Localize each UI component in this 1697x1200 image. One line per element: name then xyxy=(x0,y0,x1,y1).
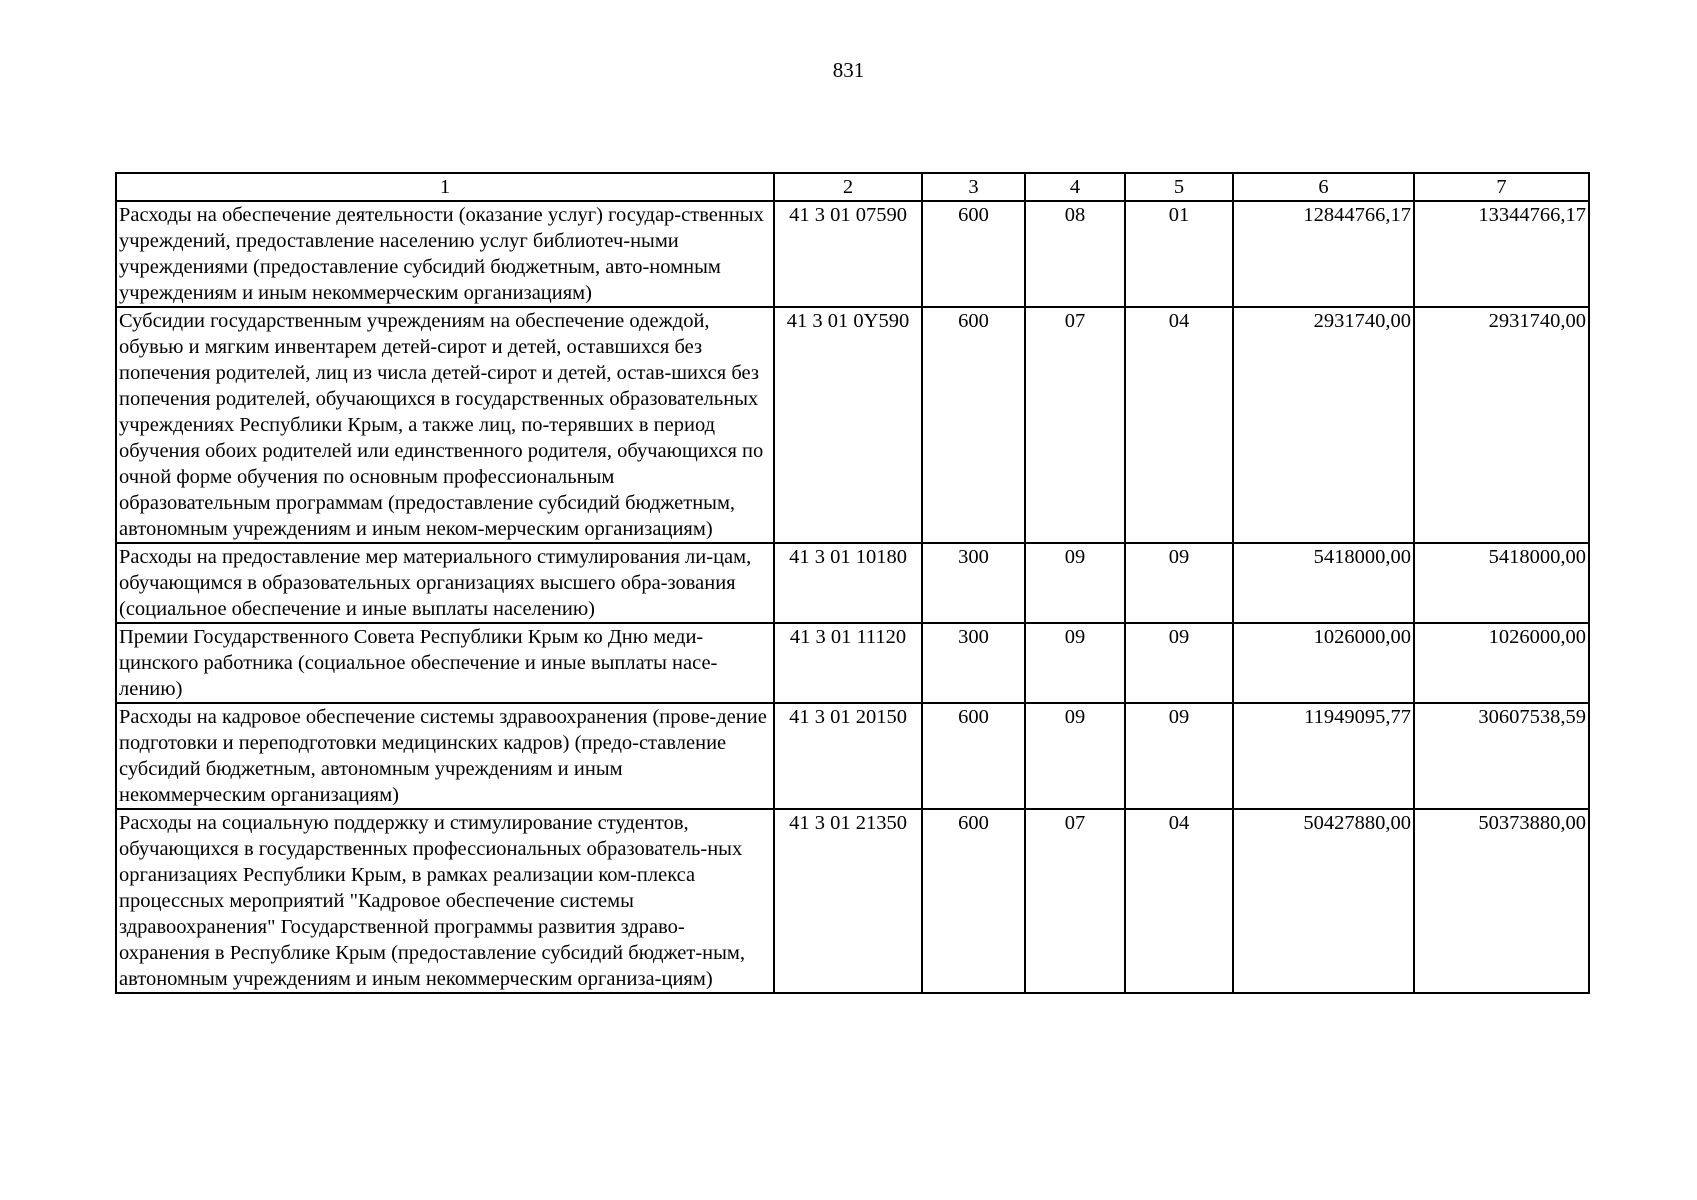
table-row xyxy=(116,623,1589,703)
subsection-code: 09 xyxy=(1125,543,1233,623)
page-number: 831 xyxy=(832,58,865,82)
table-row xyxy=(116,543,1589,623)
column-header: 5 xyxy=(1125,173,1233,201)
expense-description: Субсидии государственным учреждениям на обеспечение одеждой, обувью и мягким инвентарем детей-сирот и детей, оставшихся без попечения родителей, лиц из числа детей-сирот и детей, остав-шихся без попечения родителей, обучающихся в государственных образовательных учреждениях Республики Крым, а также лиц, по-терявших в период обучения обоих родителей или единственного родителя, обучающихся по очной форме обучения по основным профессиональным образовательным программам (предоставление субсидий бюджетным, автономным учреждениям и иным неком-мерческим организациям) xyxy=(116,307,774,543)
amount-col6: 11949095,77 xyxy=(1233,703,1414,809)
expense-type-code: 600 xyxy=(922,703,1025,809)
table-header-row xyxy=(116,173,1589,201)
expense-type-code: 600 xyxy=(922,809,1025,993)
subsection-code: 09 xyxy=(1125,623,1233,703)
table-row xyxy=(116,703,1589,809)
target-article-code: 41 3 01 21350 xyxy=(774,809,922,993)
section-code: 09 xyxy=(1025,703,1125,809)
amount-col6: 1026000,00 xyxy=(1233,623,1414,703)
target-article-code: 41 3 01 20150 xyxy=(774,703,922,809)
target-article-code: 41 3 01 11120 xyxy=(774,623,922,703)
amount-col7: 1026000,00 xyxy=(1414,623,1589,703)
section-code: 07 xyxy=(1025,307,1125,543)
expense-description: Расходы на социальную поддержку и стимулирование студентов, обучающихся в государственных профессиональных образователь-ных организациях Республики Крым, в рамках реализации ком-плекса процессных мероприятий "Кадровое обеспечение системы здравоохранения" Государственной программы развития здраво-охранения в Республике Крым (предоставление субсидий бюджет-ным, автономным учреждениям и иным некоммерческим организа-циям) xyxy=(116,809,774,993)
expense-type-code: 600 xyxy=(922,307,1025,543)
subsection-code: 01 xyxy=(1125,201,1233,307)
column-header: 1 xyxy=(116,173,774,201)
expense-description: Расходы на предоставление мер материального стимулирования ли-цам, обучающимся в образовательных организациях высшего обра-зования (социальное обеспечение и иные выплаты населению) xyxy=(116,543,774,623)
amount-col7: 30607538,59 xyxy=(1414,703,1589,809)
subsection-code: 04 xyxy=(1125,809,1233,993)
column-header: 2 xyxy=(774,173,922,201)
column-header: 4 xyxy=(1025,173,1125,201)
amount-col7: 50373880,00 xyxy=(1414,809,1589,993)
column-header: 6 xyxy=(1233,173,1414,201)
budget-table xyxy=(115,172,1590,994)
amount-col6: 2931740,00 xyxy=(1233,307,1414,543)
section-code: 09 xyxy=(1025,543,1125,623)
subsection-code: 09 xyxy=(1125,703,1233,809)
subsection-code: 04 xyxy=(1125,307,1233,543)
table-row xyxy=(116,307,1589,543)
column-header: 3 xyxy=(922,173,1025,201)
expense-description: Расходы на кадровое обеспечение системы здравоохранения (прове-дение подготовки и переподготовки медицинских кадров) (предо-ставление субсидий бюджетным, автономным учреждениям и иным некоммерческим организациям) xyxy=(116,703,774,809)
target-article-code: 41 3 01 0Y590 xyxy=(774,307,922,543)
section-code: 07 xyxy=(1025,809,1125,993)
amount-col6: 50427880,00 xyxy=(1233,809,1414,993)
table-row xyxy=(116,201,1589,307)
amount-col6: 5418000,00 xyxy=(1233,543,1414,623)
section-code: 08 xyxy=(1025,201,1125,307)
target-article-code: 41 3 01 07590 xyxy=(774,201,922,307)
amount-col6: 12844766,17 xyxy=(1233,201,1414,307)
amount-col7: 5418000,00 xyxy=(1414,543,1589,623)
table-row xyxy=(116,809,1589,993)
expense-type-code: 300 xyxy=(922,543,1025,623)
expense-type-code: 300 xyxy=(922,623,1025,703)
expense-description: Расходы на обеспечение деятельности (оказание услуг) государ-ственных учреждений, предоставление населению услуг библиотеч-ными учреждениями (предоставление субсидий бюджетным, авто-номным учреждениям и иным некоммерческим организациям) xyxy=(116,201,774,307)
expense-type-code: 600 xyxy=(922,201,1025,307)
expense-description: Премии Государственного Совета Республики Крым ко Дню меди-цинского работника (социальное обеспечение и иные выплаты насе-лению) xyxy=(116,623,774,703)
amount-col7: 2931740,00 xyxy=(1414,307,1589,543)
section-code: 09 xyxy=(1025,623,1125,703)
amount-col7: 13344766,17 xyxy=(1414,201,1589,307)
target-article-code: 41 3 01 10180 xyxy=(774,543,922,623)
column-header: 7 xyxy=(1414,173,1589,201)
